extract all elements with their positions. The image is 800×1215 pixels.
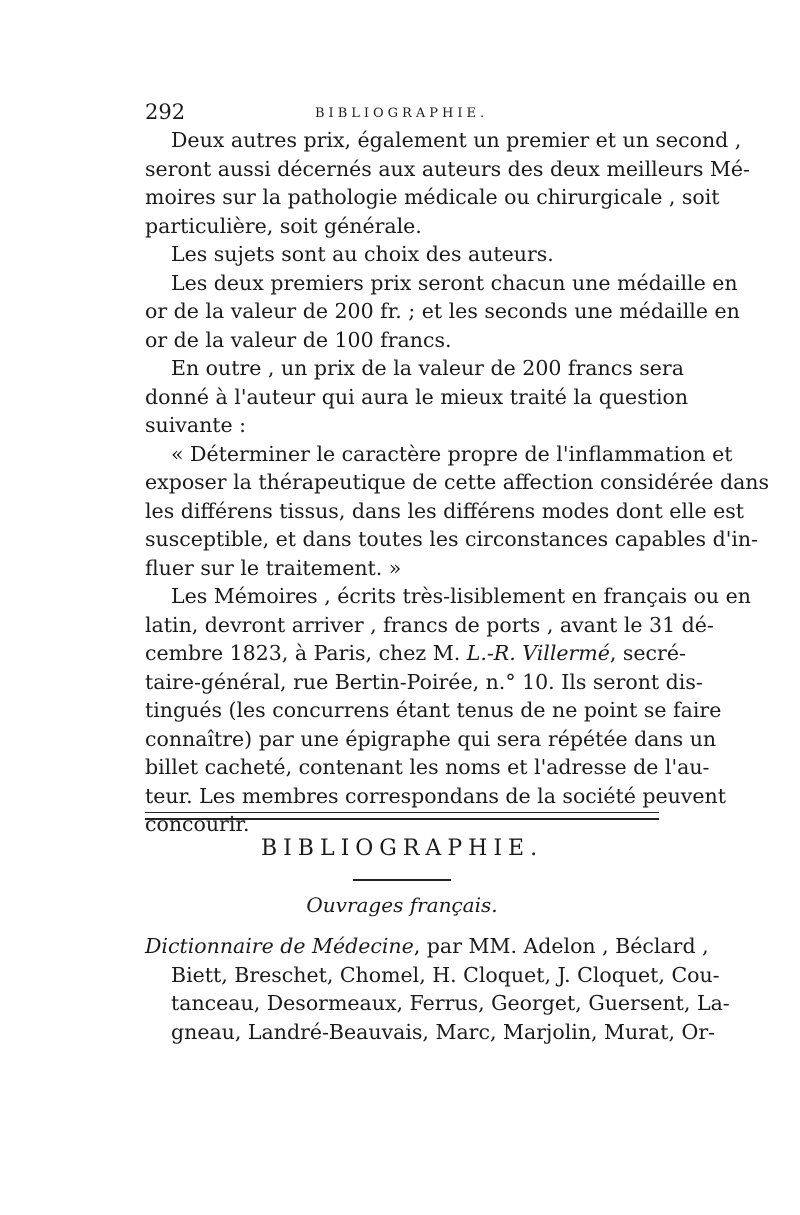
text-line: tanceau, Desormeaux, Ferrus, Georget, Guersent, La- [171, 991, 730, 1015]
body-text [145, 126, 770, 839]
text-line: suivante : [145, 413, 247, 437]
text-line: particulière, soit générale. [145, 213, 422, 238]
text-line: concourir. [145, 812, 250, 836]
entry-first-line [145, 932, 709, 961]
section-divider [145, 812, 659, 813]
text-line: seront aussi décernés aux auteurs des deux meilleurs Mé- [145, 156, 750, 181]
paragraph-additional-prize [145, 354, 689, 440]
section-title: BIBLIOGRAPHIE. [260, 836, 544, 861]
subsection-title: Ouvrages français. [306, 893, 498, 917]
paragraph-submission [145, 582, 751, 839]
text-fragment: cembre 1823, à Paris, chez M. [145, 641, 467, 665]
text-line: or de la valeur de 200 fr. ; et les seconds une médaille en [145, 299, 740, 323]
text-line: latin, devront arriver , francs de ports , avant le 31 dé- [145, 612, 714, 637]
text-fragment: , secré- [609, 641, 686, 665]
paragraph-subjects [145, 240, 659, 269]
text-line: teur. Les membres correspondans de la société peuvent [145, 783, 726, 808]
bibliography-entry [145, 932, 730, 1046]
text-line-with-name [145, 639, 686, 668]
text-line: Les deux premiers prix seront chacun une médaille en [171, 270, 738, 295]
text-line: moires sur la pathologie médicale ou chirurgicale , soit [145, 185, 720, 209]
text-line: susceptible, et dans toutes les circonstances capables d'in- [145, 527, 759, 551]
book-title: Dictionnaire de Médecine [145, 934, 414, 958]
text-line: or de la valeur de 100 francs. [145, 327, 452, 352]
text-line: connaître) par une épigraphe qui sera répétée dans un [145, 726, 717, 751]
text-line: fluer sur le traitement. » [145, 555, 402, 580]
person-name: L.-R. Villermé [466, 641, 610, 665]
paragraph-question [145, 440, 770, 583]
running-head [145, 100, 659, 126]
text-fragment: , par MM. Adelon , Béclard , [413, 934, 709, 958]
text-line: les différens tissus, dans les différens modes dont elle est [145, 498, 744, 523]
text-line: Les sujets sont au choix des auteurs. [171, 242, 554, 266]
text-line: Biett, Breschet, Chomel, H. Cloquet, J. Cloquet, Cou- [171, 962, 720, 987]
page-number: 292 [145, 100, 186, 124]
text-line: Les Mémoires , écrits très-lisiblement en français ou en [171, 584, 751, 608]
text-line: tingués (les concurrens étant tenus de ne point se faire [145, 698, 722, 722]
section-divider-thick [145, 818, 659, 820]
text-line: taire-général, rue Bertin-Poirée, n.° 10. Ils seront dis- [145, 669, 703, 694]
text-line: donné à l'auteur qui aura le mieux traité la question [145, 384, 689, 409]
running-title: BIBLIOGRAPHIE. [315, 106, 489, 121]
text-line: « Déterminer le caractère propre de l'inflammation et [171, 441, 733, 466]
text-line: Deux autres prix, également un premier et un second , [171, 128, 742, 152]
text-line: billet cacheté, contenant les noms et l'adresse de l'au- [145, 755, 710, 779]
text-line: exposer la thérapeutique de cette affection considérée dans [145, 470, 770, 494]
text-line: En outre , un prix de la valeur de 200 francs sera [171, 356, 684, 380]
text-line: gneau, Landré-Beauvais, Marc, Marjolin, Murat, Or- [171, 1019, 716, 1044]
paragraph-medals [145, 269, 740, 355]
paragraph-other-prizes [145, 126, 750, 240]
title-underline [353, 879, 451, 881]
